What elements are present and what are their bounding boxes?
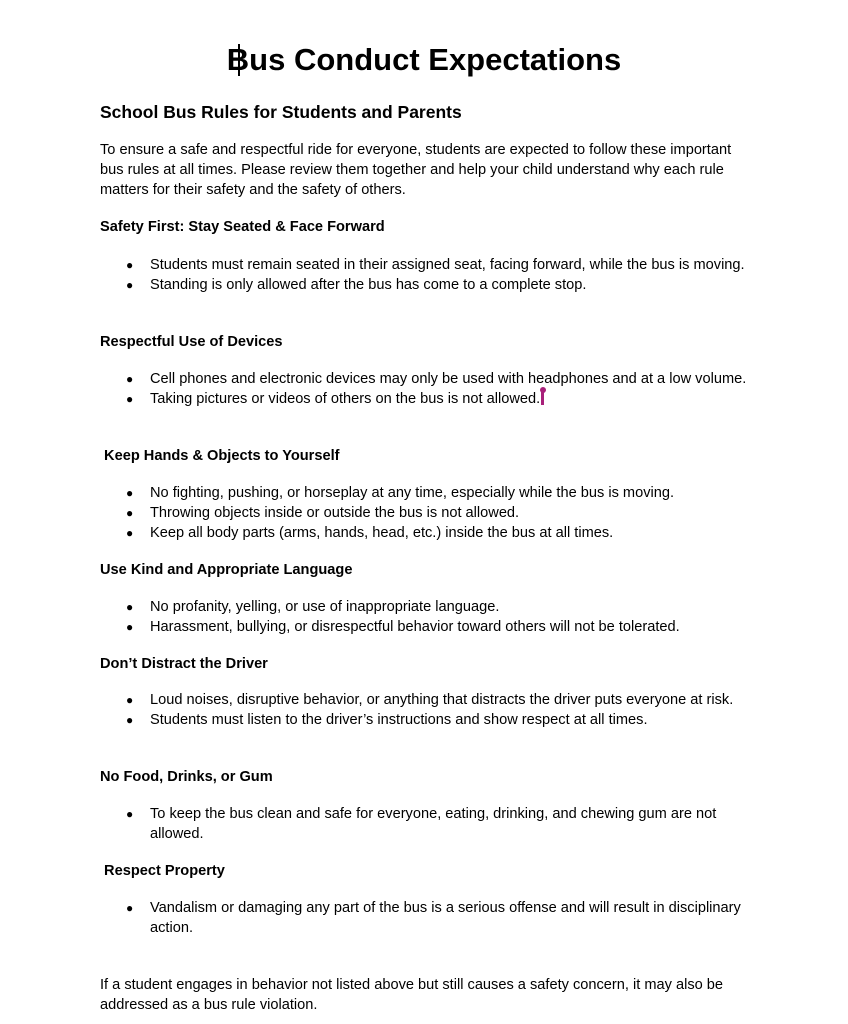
- bullet-icon: ●: [126, 372, 134, 386]
- section-heading-language[interactable]: Use Kind and Appropriate Language: [100, 562, 353, 578]
- list-item[interactable]: ● Students must listen to the driver’s instructions and show respect at all times.: [126, 712, 648, 728]
- section-list-driver: [100, 690, 750, 730]
- section-list-language: [100, 597, 750, 637]
- bullet-icon: ●: [126, 486, 134, 500]
- bullet-icon: ●: [126, 620, 134, 634]
- list-item[interactable]: ● No profanity, yelling, or use of inappropriate language.: [126, 599, 500, 615]
- section-list-food: [100, 804, 750, 844]
- comment-marker-icon[interactable]: [541, 389, 544, 405]
- list-item[interactable]: ● Taking pictures or videos of others on the bus is not allowed.: [100, 389, 750, 409]
- section-list-devices: [100, 369, 750, 409]
- list-item[interactable]: ● To keep the bus clean and safe for everyone, eating, drinking, and chewing gum are not allowed.: [126, 806, 717, 842]
- bullet-icon: ●: [126, 713, 134, 727]
- section-heading-property[interactable]: Respect Property: [100, 863, 225, 879]
- list-item[interactable]: ● Harassment, bullying, or disrespectful behavior toward others will not be tolerated.: [126, 619, 680, 635]
- document-title[interactable]: Bus Conduct Expectations: [226, 42, 622, 77]
- list-item[interactable]: ● Cell phones and electronic devices may only be used with headphones and at a low volume.: [126, 371, 747, 387]
- section-heading-driver[interactable]: Don’t Distract the Driver: [100, 656, 268, 672]
- section-heading-hands[interactable]: Keep Hands & Objects to Yourself: [100, 448, 340, 464]
- bullet-icon: ●: [126, 693, 134, 707]
- list-item[interactable]: ● Vandalism or damaging any part of the bus is a serious offense and will result in disciplinary action.: [126, 900, 741, 936]
- document-subtitle[interactable]: School Bus Rules for Students and Parents: [100, 102, 462, 122]
- bullet-icon: ●: [126, 526, 134, 540]
- intro-paragraph[interactable]: To ensure a safe and respectful ride for everyone, students are expected to follow these important bus rules at all times. Please review them together and help your child understand why each rule matters for their safety and the safety of others.: [100, 142, 732, 198]
- bullet-icon: ●: [126, 278, 134, 292]
- bullet-icon: ●: [126, 506, 134, 520]
- list-item[interactable]: ● Students must remain seated in their assigned seat, facing forward, while the bus is moving.: [126, 257, 745, 273]
- list-item[interactable]: ● Standing is only allowed after the bus has come to a complete stop.: [126, 277, 587, 293]
- list-item[interactable]: ● Keep all body parts (arms, hands, head, etc.) inside the bus at all times.: [126, 525, 614, 541]
- list-item[interactable]: ● No fighting, pushing, or horseplay at any time, especially while the bus is moving.: [126, 485, 675, 501]
- list-item[interactable]: ● Loud noises, disruptive behavior, or anything that distracts the driver puts everyone at risk.: [126, 692, 734, 708]
- section-heading-safety[interactable]: Safety First: Stay Seated & Face Forward: [100, 219, 385, 235]
- bullet-icon: ●: [126, 392, 134, 406]
- bullet-icon: ●: [126, 901, 134, 915]
- section-list-property: [100, 898, 750, 938]
- section-heading-devices[interactable]: Respectful Use of Devices: [100, 334, 283, 350]
- bullet-icon: ●: [126, 807, 134, 821]
- closing-paragraph[interactable]: If a student engages in behavior not listed above but still causes a safety concern, it may also be addressed as a bus rule violation.: [100, 977, 724, 1013]
- section-list-hands: [100, 483, 750, 543]
- section-heading-food[interactable]: No Food, Drinks, or Gum: [100, 769, 273, 785]
- bullet-icon: ●: [126, 600, 134, 614]
- bullet-icon: ●: [126, 258, 134, 272]
- list-item[interactable]: ● Throwing objects inside or outside the bus is not allowed.: [126, 505, 520, 521]
- section-list-safety: [100, 255, 750, 295]
